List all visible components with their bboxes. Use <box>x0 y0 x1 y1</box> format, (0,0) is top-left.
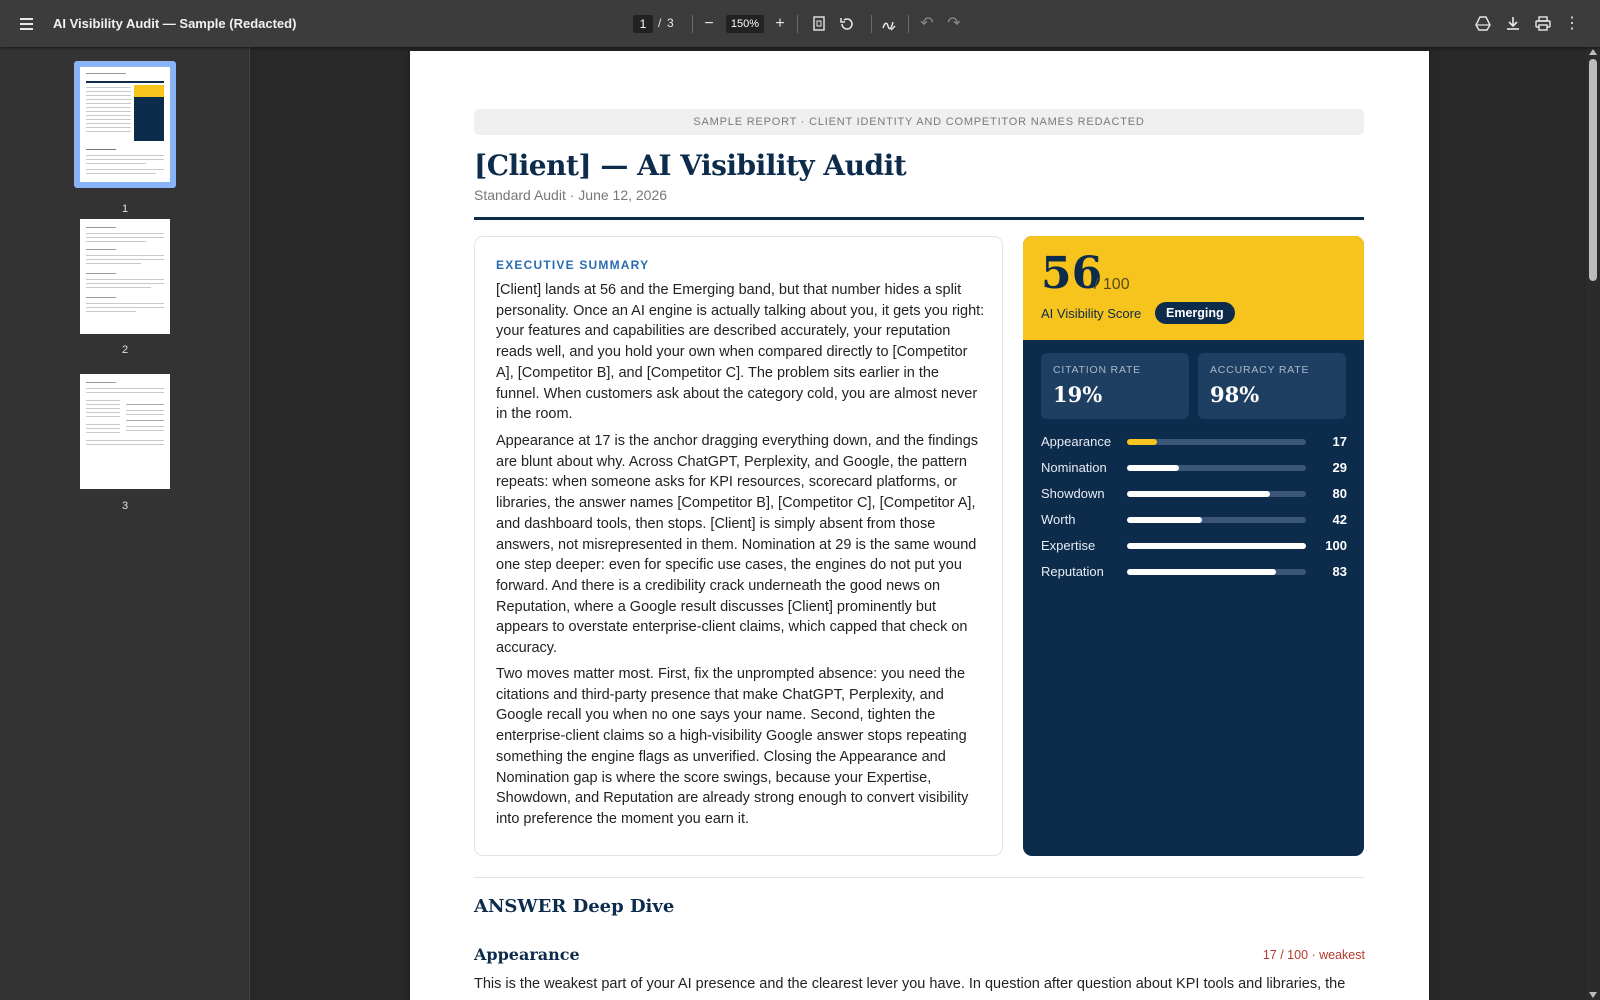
redo-icon[interactable]: ↷ <box>947 15 961 32</box>
print-icon[interactable] <box>1532 13 1554 35</box>
thumbnail-page-1[interactable] <box>74 61 176 221</box>
dimension-fill <box>1127 491 1270 497</box>
dimension-value: 80 <box>1332 486 1347 501</box>
dimension-track <box>1127 569 1306 575</box>
dimension-name: Appearance <box>1041 434 1112 449</box>
dimension-track <box>1127 543 1306 549</box>
dimension-name: Expertise <box>1041 538 1096 553</box>
thumbnail-page-2[interactable] <box>74 219 176 379</box>
toolbar-divider <box>797 15 798 33</box>
citation-rate-box <box>1041 353 1189 419</box>
thumbnail-image <box>80 374 170 489</box>
dimension-value: 42 <box>1332 512 1347 527</box>
zoom-out-icon[interactable]: − <box>704 15 714 32</box>
dimension-row <box>1041 537 1347 555</box>
drive-icon[interactable] <box>1472 13 1494 35</box>
accuracy-rate-box <box>1198 353 1346 419</box>
undo-icon[interactable]: ↶ <box>920 15 934 32</box>
vertical-scrollbar[interactable] <box>1586 47 1600 1000</box>
zoom-in-icon[interactable]: + <box>775 15 785 32</box>
accuracy-rate-value: 98% <box>1210 382 1260 407</box>
page-subtitle: Standard Audit · June 12, 2026 <box>474 187 668 203</box>
dimension-row <box>1041 485 1347 503</box>
dimension-row <box>1041 433 1347 451</box>
dimension-track <box>1127 439 1306 445</box>
fit-page-icon[interactable] <box>808 13 830 35</box>
thumbnail-page-3[interactable] <box>74 374 176 534</box>
dimension-fill <box>1127 465 1179 471</box>
summary-paragraph: Two moves matter most. First, fix the unprompted absence: you need the citations and third-party presence that make ChatGPT, Perplexity, and Google recall you when no one says your name. Second, tighten the enterprise-client claims so a high-visibility Google answer stops repeating something the engine flags as unverified. Closing the Appearance and Nomination gap is where the score swings, because your Expertise, Showdown, and Reputation are already strong enough to convert visibility into preference the moment you earn it. <box>496 666 969 827</box>
dimension-section-title: Appearance <box>474 945 580 964</box>
score-label: AI Visibility Score <box>1041 306 1142 321</box>
scroll-down-icon[interactable] <box>1589 992 1597 998</box>
dimension-value: 83 <box>1332 564 1347 579</box>
thumbnail-sidebar <box>0 47 250 1000</box>
thumbnail-image <box>80 219 170 334</box>
dimension-row <box>1041 563 1347 581</box>
dimension-name: Worth <box>1041 512 1076 527</box>
scroll-up-icon[interactable] <box>1589 49 1597 55</box>
page-number-input[interactable]: 1 <box>633 15 653 33</box>
toolbar-divider <box>908 15 909 33</box>
dimension-fill <box>1127 517 1202 523</box>
visibility-score: 56 <box>1041 248 1103 299</box>
section-divider <box>474 877 1364 878</box>
viewer-toolbar <box>0 0 1600 47</box>
accuracy-rate-label: ACCURACY RATE <box>1210 364 1310 376</box>
rotate-icon[interactable] <box>836 13 858 35</box>
document-viewer[interactable] <box>251 47 1600 1000</box>
citation-rate-value: 19% <box>1053 382 1103 407</box>
dimension-fill <box>1127 569 1276 575</box>
download-icon[interactable] <box>1502 13 1524 35</box>
redaction-banner: SAMPLE REPORT · CLIENT IDENTITY AND COMPETITOR NAMES REDACTED <box>474 109 1364 135</box>
dimension-row <box>1041 459 1347 477</box>
menu-icon[interactable] <box>17 14 37 34</box>
score-header <box>1023 236 1364 340</box>
dimension-fill <box>1127 439 1157 445</box>
dimension-fill <box>1127 543 1306 549</box>
score-max: / 100 <box>1094 276 1130 293</box>
pdf-page <box>410 51 1429 1000</box>
thumbnail-label: 2 <box>121 344 129 356</box>
dimension-track <box>1127 491 1306 497</box>
dimension-name: Nomination <box>1041 460 1107 475</box>
title-rule <box>474 217 1364 220</box>
dimension-value: 17 <box>1332 434 1347 449</box>
zoom-input[interactable]: 150% <box>726 15 764 33</box>
document-title: AI Visibility Audit — Sample (Redacted) <box>53 16 297 31</box>
score-card <box>1023 236 1364 856</box>
page-title: [Client] — AI Visibility Audit <box>474 149 907 182</box>
citation-rate-label: CITATION RATE <box>1053 364 1141 376</box>
page-total: 3 <box>667 16 674 30</box>
dimension-track <box>1127 517 1306 523</box>
scrollbar-thumb[interactable] <box>1589 59 1597 281</box>
toolbar-divider <box>692 15 693 33</box>
dimension-name: Showdown <box>1041 486 1105 501</box>
dimension-value: 29 <box>1332 460 1347 475</box>
dimension-section-score: 17 / 100 · weakest <box>1262 948 1365 962</box>
deep-dive-heading: ANSWER Deep Dive <box>474 896 675 917</box>
dimension-row <box>1041 511 1347 529</box>
dimension-section-text: This is the weakest part of your AI presence and the clearest lever you have. In question after question about KPI tools and libraries, the <box>474 976 1346 992</box>
dimension-value: 100 <box>1325 538 1347 553</box>
dimension-track <box>1127 465 1306 471</box>
thumbnail-image <box>80 67 170 182</box>
annotate-icon[interactable] <box>878 13 900 35</box>
thumbnail-label: 3 <box>121 500 129 512</box>
toolbar-divider <box>871 15 872 33</box>
summary-paragraph: [Client] lands at 56 and the Emerging band, but that number hides a split personality. Once an AI engine is actually talking about you, it gets you right: your features and capabilities are described accurately, your reputation reads well, and you hold your own when compared directly to [Competitor A], [Competitor B], and [Competitor C]. The problem sits earlier in the funnel. When customers ask about the category cold, you are almost never in the room. <box>496 282 985 423</box>
summary-heading: EXECUTIVE SUMMARY <box>496 258 650 272</box>
summary-paragraph: Appearance at 17 is the anchor dragging everything down, and the findings are blunt about why. Across ChatGPT, Perplexity, and Google, the pattern repeats: when someone asks for KPI resources, scorecard platforms, or libraries, the answer names [Competitor B], [Competitor C], [Competitor A], and dashboard tools, then stops. [Client] is simply absent from those answers, not misrepresented in them. Nomination at 29 is the same wound one step deeper: even for specific use cases, the engines do not put you forward. And there is a credibility crack underneath the good news on Reputation, where a Google result discusses [Client] prominently but appears to overstate enterprise-client claims, which capped that check on accuracy. <box>496 433 979 657</box>
more-options-icon[interactable]: ⋮ <box>1564 15 1580 32</box>
page-separator: / <box>658 16 662 30</box>
band-badge: Emerging <box>1155 302 1235 324</box>
dimension-name: Reputation <box>1041 564 1104 579</box>
thumbnail-label: 1 <box>121 203 129 215</box>
executive-summary-card <box>474 236 1003 856</box>
